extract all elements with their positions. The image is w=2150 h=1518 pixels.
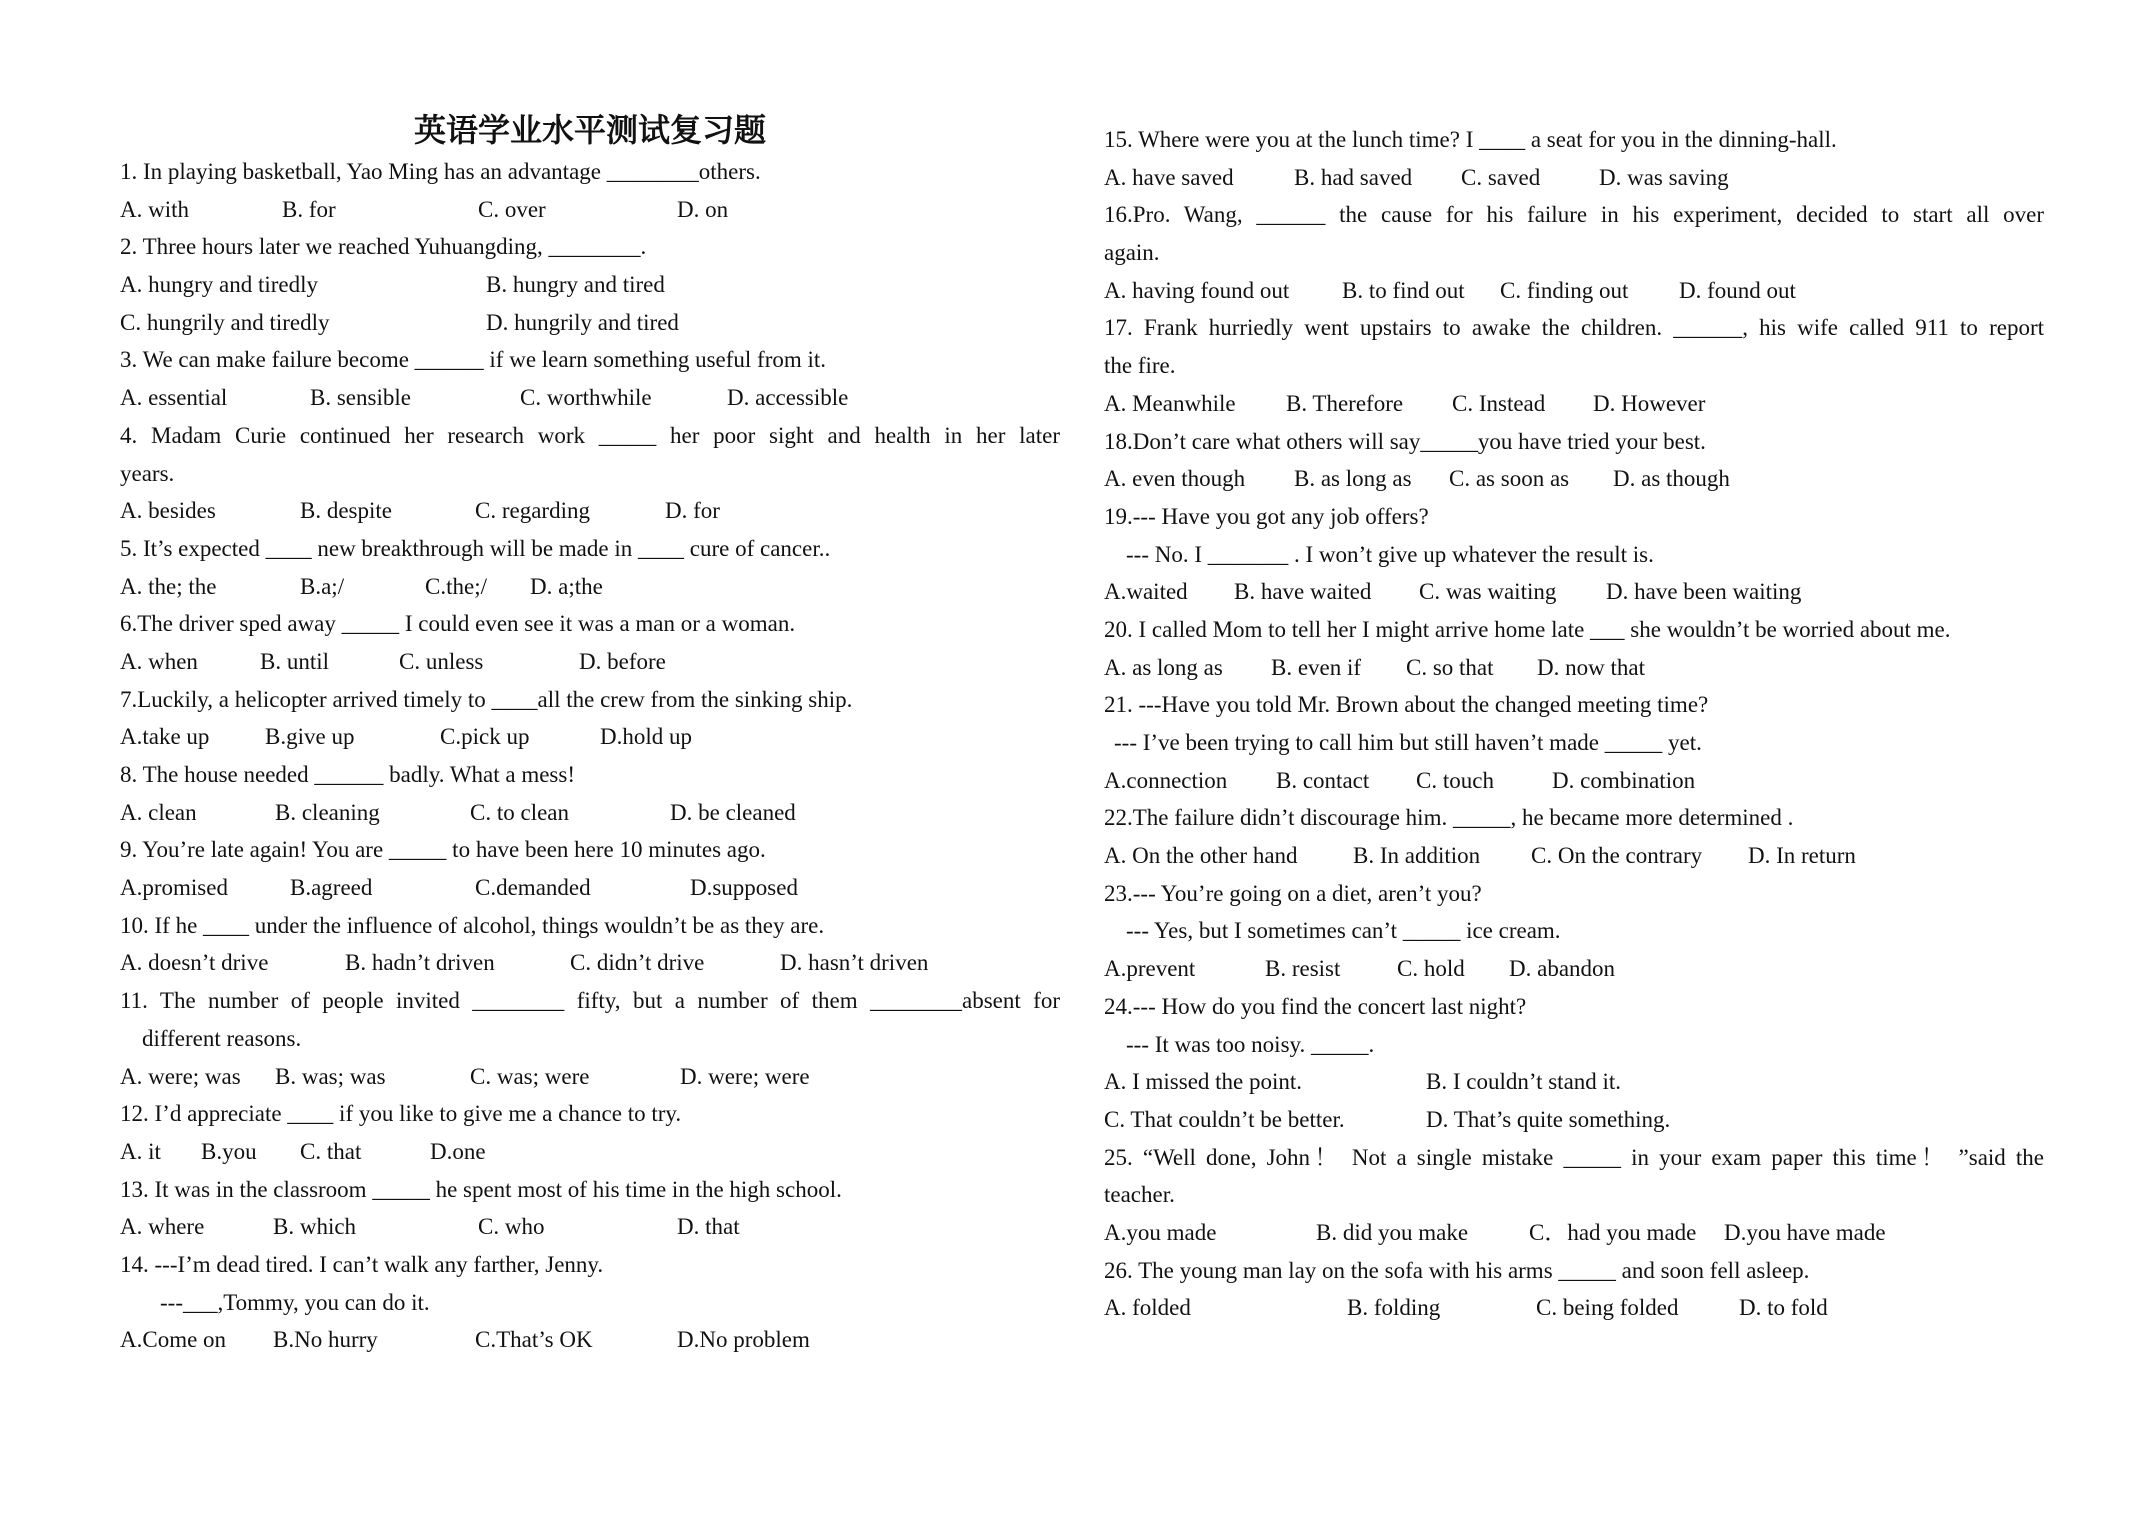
answer-option: A.promised: [120, 875, 228, 901]
answer-option: B. hadn’t driven: [345, 950, 495, 976]
answer-option: C. hungrily and tiredly: [120, 309, 330, 335]
answer-option: C. who: [478, 1214, 545, 1240]
answer-options-row: [120, 191, 1060, 229]
answer-option: D. found out: [1679, 277, 1796, 303]
answer-option: B. I couldn’t stand it.: [1426, 1069, 1622, 1095]
answer-option: B. have waited: [1234, 579, 1372, 605]
question-line: 1. In playing basketball, Yao Ming has an advantage ________others.: [120, 159, 761, 184]
answer-option: B. In addition: [1353, 843, 1481, 869]
answer-option: A.prevent: [1104, 956, 1196, 982]
answer-option: A.waited: [1104, 579, 1188, 605]
answer-option: A. with: [120, 196, 189, 222]
answer-option: D. combination: [1552, 767, 1696, 793]
answer-option: D. That’s quite something.: [1426, 1106, 1671, 1132]
answer-option: D. that: [677, 1214, 740, 1240]
answer-options-row: [120, 568, 1060, 606]
question-line: 21. ---Have you told Mr. Brown about the changed meeting time?: [1104, 692, 1709, 718]
answer-option: C. as soon as: [1449, 466, 1570, 492]
answer-option: D. now that: [1537, 654, 1645, 680]
answer-option: A. clean: [120, 799, 197, 825]
question-line: 17. Frank hurriedly went upstairs to awake the children. ______, his wife called 911 to report: [1104, 315, 2044, 341]
answer-option: A.take up: [120, 724, 210, 750]
answer-options-row: [120, 1321, 1060, 1359]
answer-option: C．had you made: [1529, 1219, 1697, 1245]
answer-option: A. doesn’t drive: [120, 950, 269, 976]
answer-option: C. saved: [1461, 164, 1541, 190]
answer-option: A. On the other hand: [1104, 843, 1298, 869]
answer-options-row: [120, 1133, 1060, 1171]
answer-option: B. which: [273, 1214, 357, 1240]
answer-option: D.one: [430, 1138, 486, 1164]
answer-option: C. so that: [1406, 654, 1494, 680]
answer-option: A. have saved: [1104, 164, 1234, 190]
answer-option: D.you have made: [1724, 1219, 1886, 1245]
answer-options-row: [120, 379, 1060, 417]
question-line: 18.Don’t care what others will say_____you have tried your best.: [1104, 428, 1706, 454]
question-line: 12. I’d appreciate ____ if you like to give me a chance to try.: [120, 1101, 682, 1127]
answer-option: D. accessible: [727, 385, 849, 411]
answer-options-row: [1104, 272, 2044, 310]
answer-option: A. having found out: [1104, 277, 1290, 303]
answer-options-row: [120, 1208, 1060, 1246]
right-question-column: [1104, 121, 2044, 1327]
answer-option: C. being folded: [1536, 1295, 1679, 1321]
answer-option: B. even if: [1271, 654, 1362, 680]
answer-option: C. regarding: [475, 498, 590, 524]
answer-options-row: [1104, 1289, 2044, 1327]
answer-option: D. on: [677, 196, 729, 222]
question-line: 6.The driver sped away _____ I could even see it was a man or a woman.: [120, 611, 796, 637]
answer-option: C.That’s OK: [475, 1327, 593, 1353]
answer-option: B. contact: [1276, 767, 1370, 793]
answer-option: C. That couldn’t be better.: [1104, 1106, 1345, 1132]
answer-options-row: [1104, 1101, 2044, 1139]
answer-options-row: [1104, 159, 2044, 197]
question-line: 4. Madam Curie continued her research work _____ her poor sight and health in her later: [120, 422, 1060, 448]
answer-options-row: [120, 1058, 1060, 1096]
answer-options-row: [120, 794, 1060, 832]
answer-option: B. did you make: [1316, 1219, 1469, 1245]
answer-options-row: [120, 643, 1060, 681]
answer-options-row: [120, 869, 1060, 907]
answer-option: D. was saving: [1599, 164, 1729, 190]
answer-option: B.give up: [265, 724, 355, 750]
question-line: 26. The young man lay on the sofa with his arms _____ and soon fell asleep.: [1104, 1257, 1810, 1283]
question-line: 3. We can make failure become ______ if we learn something useful from it.: [120, 347, 827, 373]
question-line: 25. “Well done, John！ Not a single mistake _____ in your exam paper this time！ ”said the: [1104, 1144, 2044, 1170]
answer-option: A.Come on: [120, 1327, 227, 1353]
answer-options-row: [1104, 460, 2044, 498]
answer-option: D. hasn’t driven: [780, 950, 929, 976]
answer-option: A. were; was: [120, 1063, 241, 1089]
question-line: 14. ---I’m dead tired. I can’t walk any farther, Jenny.: [120, 1251, 604, 1277]
answer-option: B.agreed: [290, 875, 373, 901]
answer-option: B. was; was: [275, 1063, 386, 1089]
answer-option: B. for: [282, 196, 336, 222]
answer-option: C. touch: [1416, 767, 1494, 793]
answer-option: C. over: [478, 196, 546, 222]
answer-option: D. be cleaned: [670, 799, 796, 825]
answer-option: A.connection: [1104, 767, 1228, 793]
answer-option: A. it: [120, 1138, 161, 1164]
page-title: 英语学业水平测试复习题: [413, 111, 766, 149]
question-line: 2. Three hours later we reached Yuhuangding, ________.: [120, 234, 647, 260]
answer-option: B. despite: [300, 498, 392, 524]
answer-options-row: [120, 304, 1060, 342]
answer-option: A. Meanwhile: [1104, 390, 1236, 416]
answer-option: A. hungry and tiredly: [120, 272, 319, 298]
answer-option: D. hungrily and tired: [486, 309, 679, 335]
answer-option: B. folding: [1347, 1295, 1441, 1321]
answer-option: C.demanded: [475, 875, 591, 901]
answer-option: C. finding out: [1500, 277, 1629, 303]
answer-option: C. didn’t drive: [570, 950, 705, 976]
question-line: 7.Luckily, a helicopter arrived timely to ____all the crew from the sinking ship.: [120, 686, 853, 712]
question-line: 9. You’re late again! You are _____ to have been here 10 minutes ago.: [120, 837, 766, 863]
left-question-column: [120, 153, 1060, 1359]
answer-option: D. before: [579, 648, 666, 674]
question-line: --- I’ve been trying to call him but still haven’t made _____ yet.: [1114, 730, 1702, 755]
question-line: different reasons.: [142, 1025, 302, 1051]
answer-option: A. essential: [120, 385, 228, 411]
question-line: the fire.: [1104, 353, 1176, 379]
answer-option: C. Instead: [1452, 390, 1546, 416]
answer-option: D.hold up: [600, 724, 692, 750]
answer-option: C. to clean: [470, 799, 569, 825]
answer-option: B.a;/: [300, 573, 345, 599]
answer-option: B.No hurry: [273, 1327, 378, 1353]
answer-option: B. had saved: [1294, 164, 1413, 190]
answer-option: A. besides: [120, 498, 216, 524]
answer-option: C. On the contrary: [1531, 843, 1703, 869]
answer-option: B. until: [260, 648, 330, 674]
question-line: 10. If he ____ under the influence of alcohol, things wouldn’t be as they are.: [120, 912, 825, 938]
answer-option: C. was waiting: [1419, 579, 1557, 605]
answer-options-row: [1104, 573, 2044, 611]
answer-option: D. a;the: [530, 573, 603, 599]
answer-option: B. sensible: [310, 385, 411, 411]
answer-option: D. abandon: [1509, 956, 1616, 982]
answer-option: A. even though: [1104, 466, 1246, 492]
question-line: --- No. I _______ . I won’t give up whatever the result is.: [1126, 541, 1654, 567]
question-line: again.: [1104, 240, 1160, 266]
answer-options-row: [1104, 385, 2044, 423]
answer-option: A. folded: [1104, 1295, 1191, 1321]
answer-option: B. resist: [1265, 956, 1341, 982]
answer-options-row: [120, 492, 1060, 530]
answer-option: C. was; were: [470, 1063, 590, 1089]
question-line: 5. It’s expected ____ new breakthrough will be made in ____ cure of cancer..: [120, 535, 831, 561]
answer-option: D. were; were: [680, 1063, 810, 1089]
answer-option: C. unless: [399, 648, 484, 674]
question-line: 16.Pro. Wang, ______ the cause for his failure in his experiment, decided to start all over: [1104, 202, 2044, 228]
answer-option: A. when: [120, 648, 198, 674]
question-line: --- Yes, but I sometimes can’t _____ ice cream.: [1126, 918, 1561, 944]
answer-option: B. cleaning: [275, 799, 380, 825]
question-line: 19.--- Have you got any job offers?: [1104, 503, 1429, 529]
question-line: years.: [120, 460, 175, 486]
answer-option: B. as long as: [1294, 466, 1412, 492]
answer-options-row: [1104, 1063, 2044, 1101]
answer-option: C. that: [300, 1138, 362, 1164]
answer-options-row: [120, 266, 1060, 304]
answer-option: B.you: [201, 1138, 257, 1164]
answer-options-row: [120, 718, 1060, 756]
answer-option: D. as though: [1613, 466, 1730, 492]
answer-option: D.supposed: [690, 875, 798, 901]
question-line: --- It was too noisy. _____.: [1126, 1031, 1375, 1057]
answer-options-row: [120, 944, 1060, 982]
question-line: 11. The number of people invited ________ fifty, but a number of them ________absent for: [120, 988, 1060, 1014]
answer-options-row: [1104, 762, 2044, 800]
answer-option: C.the;/: [425, 573, 487, 599]
answer-option: B. Therefore: [1286, 390, 1404, 416]
answer-option: D. In return: [1748, 843, 1856, 869]
answer-options-row: [1104, 837, 2044, 875]
answer-option: D. have been waiting: [1606, 579, 1802, 605]
answer-option: C. hold: [1397, 956, 1465, 982]
answer-options-row: [1104, 1214, 2044, 1252]
answer-option: D.No problem: [677, 1327, 810, 1353]
answer-option: A. where: [120, 1214, 205, 1240]
question-line: 22.The failure didn’t discourage him. _____, he became more determined .: [1104, 805, 1794, 831]
answer-option: D. for: [665, 498, 720, 524]
question-line: 8. The house needed ______ badly. What a mess!: [120, 762, 575, 787]
question-line: 23.--- You’re going on a diet, aren’t you?: [1104, 880, 1482, 906]
answer-option: B. hungry and tired: [486, 272, 665, 298]
answer-option: A.you made: [1104, 1219, 1217, 1245]
answer-options-row: [1104, 950, 2044, 988]
answer-option: C.pick up: [440, 724, 530, 750]
answer-option: B. to find out: [1342, 277, 1465, 303]
question-line: 24.--- How do you find the concert last night?: [1104, 993, 1527, 1019]
answer-option: D. However: [1593, 390, 1706, 416]
question-line: 20. I called Mom to tell her I might arrive home late ___ she wouldn’t be worried about me.: [1104, 616, 1951, 642]
question-line: 13. It was in the classroom _____ he spent most of his time in the high school.: [120, 1176, 842, 1202]
question-line: teacher.: [1104, 1182, 1175, 1208]
answer-option: D. to fold: [1739, 1295, 1828, 1321]
question-line: ---___,Tommy, you can do it.: [160, 1289, 430, 1315]
answer-option: A. as long as: [1104, 654, 1223, 680]
answer-option: C. worthwhile: [520, 385, 652, 411]
answer-options-row: [1104, 649, 2044, 687]
question-line: 15. Where were you at the lunch time? I ____ a seat for you in the dinning-hall.: [1104, 127, 1837, 152]
answer-option: A. the; the: [120, 573, 217, 599]
answer-option: A. I missed the point.: [1104, 1069, 1303, 1095]
